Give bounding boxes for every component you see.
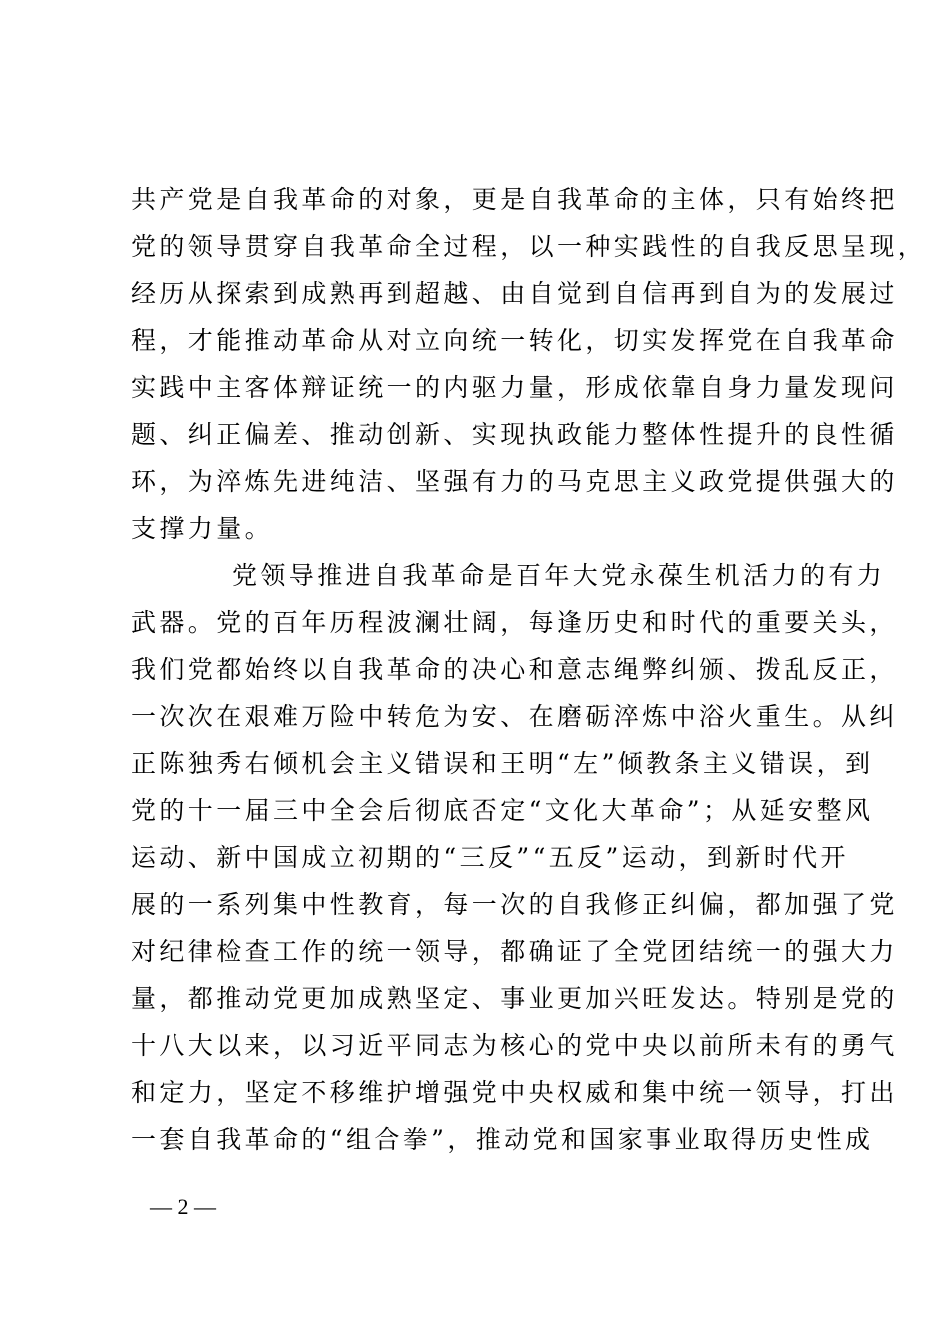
text-line: 一次次在艰难万险中转危为安、在磨砺淬炼中浴火重生。从纠 [131,702,898,731]
text-line: 量，都推动党更加成熟坚定、事业更加兴旺发达。特别是党的 [131,984,898,1013]
paragraph-first-line: 党领导推进自我革命是百年大党永葆生机活力的有力 [232,561,886,590]
text-line: 十八大以来，以习近平同志为核心的党中央以前所未有的勇气 [131,1031,898,1060]
text-line: 题、纠正偏差、推动创新、实现执政能力整体性提升的良性循 [131,420,898,449]
text-line: 和定力，坚定不移维护增强党中央权威和集中统一领导，打出 [131,1078,898,1107]
text-line: 运动、新中国成立初期的“三反”“五反”运动，到新时代开 [131,843,849,872]
text-line: 程，才能推动革命从对立向统一转化，切实发挥党在自我革命 [131,326,898,355]
text-line: 共产党是自我革命的对象，更是自我革命的主体，只有始终把 [131,185,898,214]
text-line: 支撑力量。 [131,514,274,543]
text-line: 一套自我革命的“组合拳”，推动党和国家事业取得历史性成 [131,1125,874,1154]
text-line: 党的十一届三中全会后彻底否定“文化大革命”；从延安整风 [131,796,874,825]
page-number: — 2 — [150,1194,216,1219]
text-line: 武器。党的百年历程波澜壮阔，每逢历史和时代的重要关头， [131,608,898,637]
text-line: 展的一系列集中性教育，每一次的自我修正纠偏，都加强了党 [131,890,898,919]
text-line: 党的领导贯穿自我革命全过程，以一种实践性的自我反思呈现， [131,232,927,261]
text-line: 环，为淬炼先进纯洁、坚强有力的马克思主义政党提供强大的 [131,467,898,496]
text-line: 对纪律检查工作的统一领导，都确证了全党团结统一的强大力 [131,937,898,966]
text-line: 正陈独秀右倾机会主义错误和王明“左”倾教条主义错误，到 [131,749,874,778]
text-line: 实践中主客体辩证统一的内驱力量，形成依靠自身力量发现问 [131,373,898,402]
text-line: 经历从探索到成熟再到超越、由自觉到自信再到自为的发展过 [131,279,898,308]
text-line: 我们党都始终以自我革命的决心和意志绳弊纠颁、拨乱反正， [131,655,898,684]
